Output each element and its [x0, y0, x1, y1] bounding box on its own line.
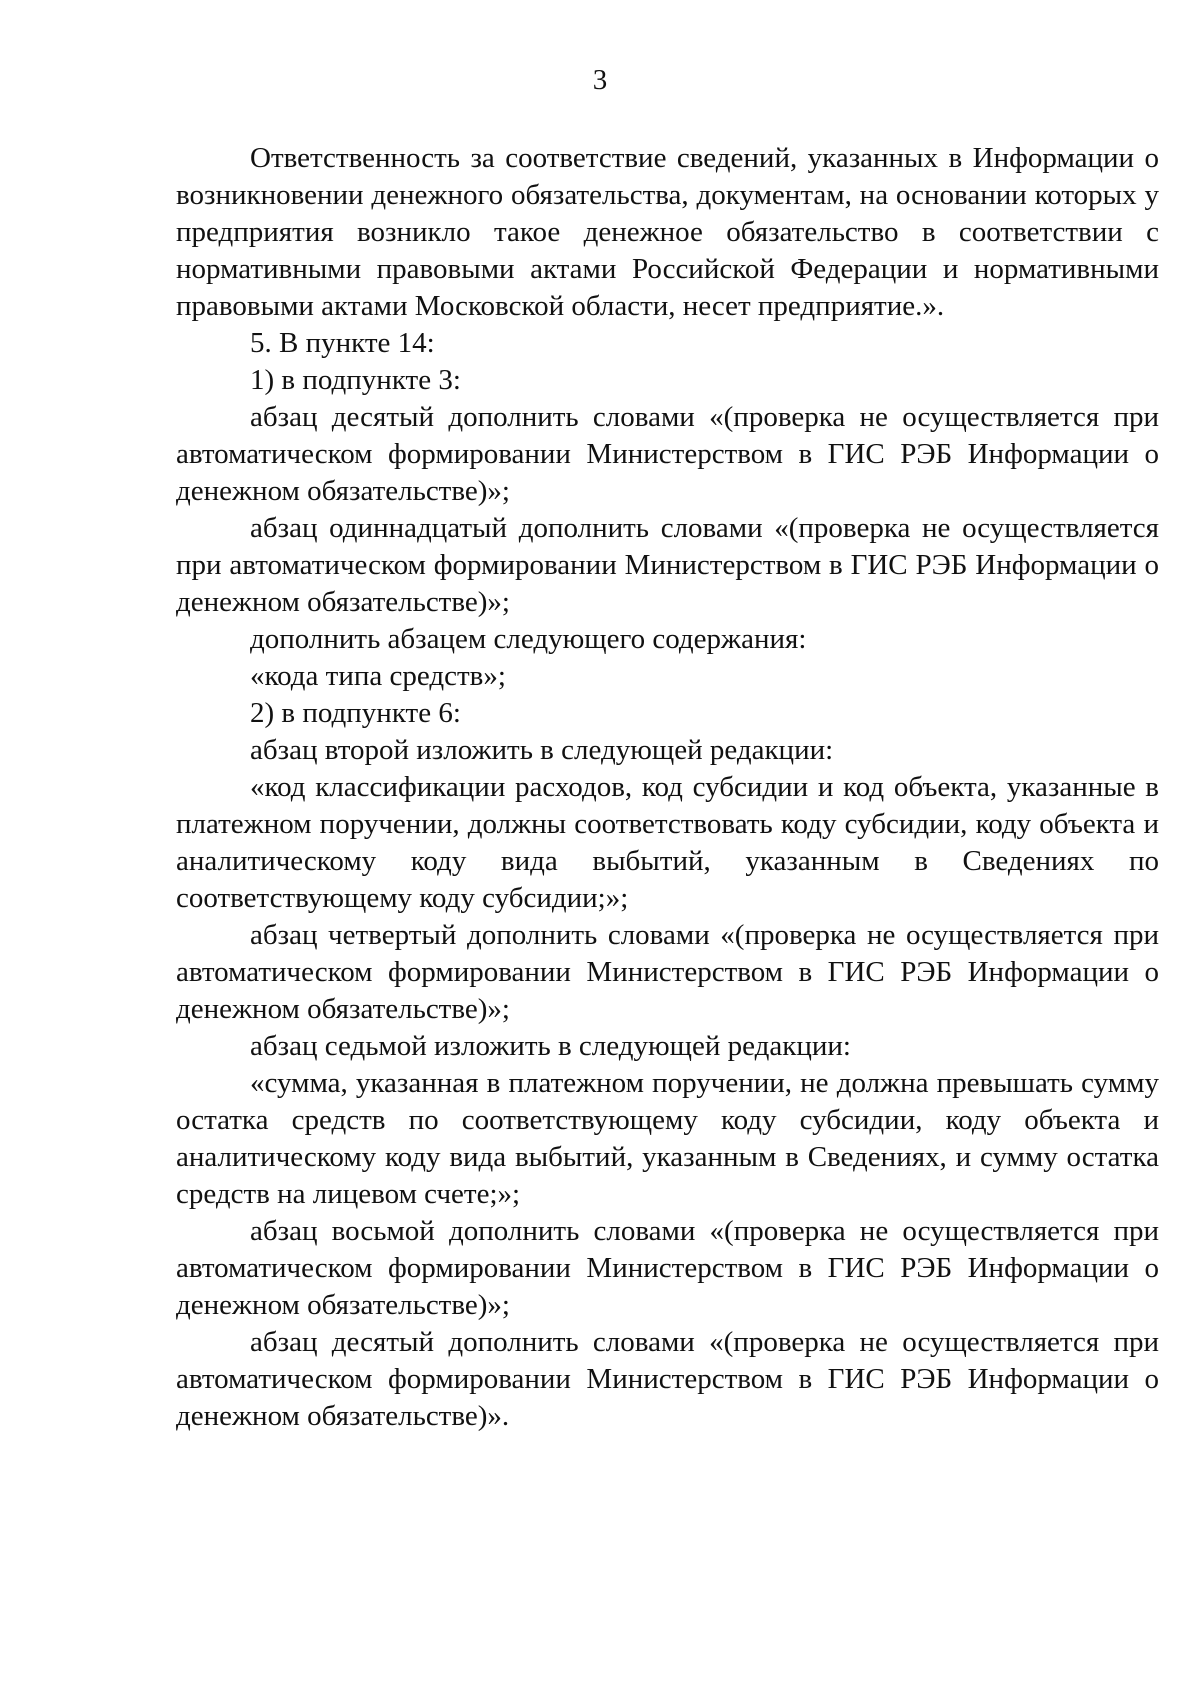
- paragraph: 1) в подпункте 3:: [250, 364, 461, 396]
- paragraph: абзац десятый дополнить словами «(проверка не осуществляется при автоматическом формировании Министерством в ГИС РЭБ Информации о денежном обязательстве)».: [176, 1326, 1159, 1432]
- paragraph: абзац четвертый дополнить словами «(проверка не осуществляется при автоматическом формировании Министерством в ГИС РЭБ Информации о денежном обязательстве)»;: [176, 919, 1159, 1025]
- paragraph: «код классификации расходов, код субсидии и код объекта, указанные в платежном поручении, должны соответствовать коду субсидии, коду объекта и аналитическому коду вида выбытий, указанным в Сведениях по соответствующему коду субсидии;»;: [176, 771, 1159, 914]
- paragraph: «кода типа средств»;: [250, 660, 506, 692]
- paragraph: 5. В пункте 14:: [250, 327, 435, 359]
- paragraph: абзац десятый дополнить словами «(проверка не осуществляется при автоматическом формировании Министерством в ГИС РЭБ Информации о денежном обязательстве)»;: [176, 401, 1159, 507]
- page-number: 3: [592, 64, 608, 96]
- paragraph: дополнить абзацем следующего содержания:: [250, 623, 807, 655]
- paragraph: абзац седьмой изложить в следующей редакции:: [250, 1030, 851, 1062]
- paragraph: абзац восьмой дополнить словами «(проверка не осуществляется при автоматическом формировании Министерством в ГИС РЭБ Информации о денежном обязательстве)»;: [176, 1215, 1159, 1321]
- paragraph: абзац второй изложить в следующей редакции:: [250, 734, 834, 766]
- paragraph: абзац одиннадцатый дополнить словами «(проверка не осуществляется при автоматическом формировании Министерством в ГИС РЭБ Информации о денежном обязательстве)»;: [176, 512, 1159, 618]
- paragraph: 2) в подпункте 6:: [250, 697, 461, 729]
- document-body: [176, 140, 1159, 1435]
- paragraph: Ответственность за соответствие сведений, указанных в Информации о возникновении денежного обязательства, документам, на основании которых у предприятия возникло такое денежное обязательство в соответствии с нормативными правовыми актами Российской Федерации и нормативными правовыми актами Московской области, несет предприятие.».: [176, 142, 1159, 322]
- paragraph: «сумма, указанная в платежном поручении, не должна превышать сумму остатка средств по соответствующему коду субсидии, коду объекта и аналитическому коду вида выбытий, указанным в Сведениях, и сумму остатка средств на лицевом счете;»;: [176, 1067, 1159, 1210]
